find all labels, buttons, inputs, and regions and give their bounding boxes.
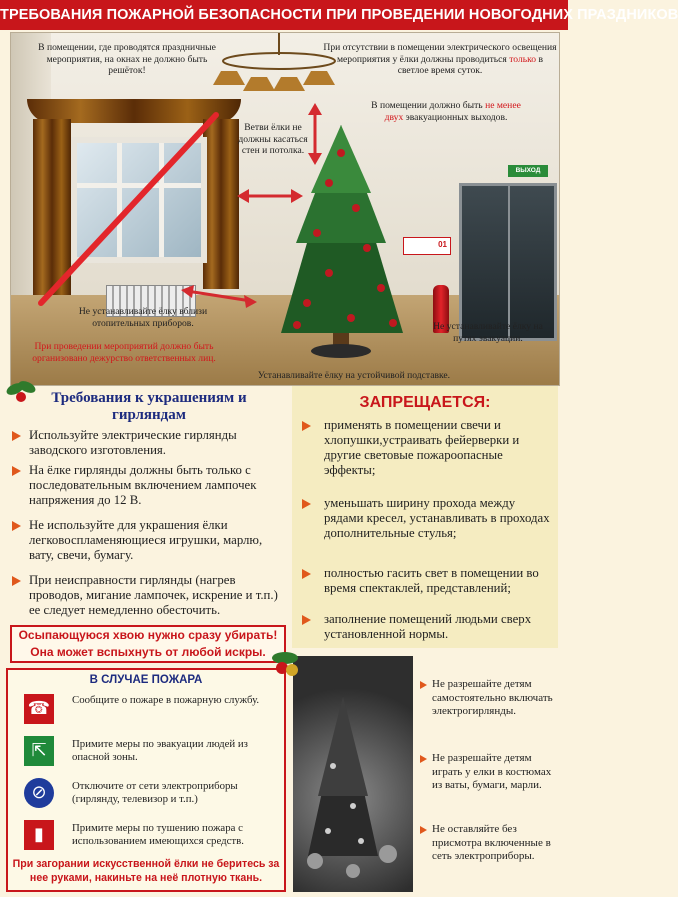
evacuation-exit-icon: ⇱ bbox=[24, 736, 54, 766]
decor-item: Используйте электрические гирлянды заводского изготовления. bbox=[12, 428, 287, 458]
note-stand: Устанавливайте ёлку на устойчивой подставке. bbox=[257, 370, 451, 381]
pine-needles-warning: Осыпающуюся хвою нужно сразу убирать! Она может вспыхнуть от любой искры. bbox=[10, 625, 286, 663]
poster-title: ТРЕБОВАНИЯ ПОЖАРНОЙ БЕЗОПАСНОСТИ ПРИ ПРОВЕДЕНИИ НОВОГОДНИХ ПРАЗДНИКОВ bbox=[0, 0, 568, 30]
fire-step: Примите меры по эвакуации людей из опасной зоны. bbox=[72, 738, 248, 763]
unplug-icon: ⊘ bbox=[24, 778, 54, 808]
children-item: Не разрешайте детям самостоятельно включать электрогирлянды. bbox=[420, 678, 562, 719]
fire-step: Примите меры по тушению пожара с использованием имеющихся средств. bbox=[72, 822, 244, 847]
forbidden-item: заполнение помещений людьми сверх установленной нормы. bbox=[302, 612, 552, 642]
fire-step: Сообщите о пожаре в пожарную службу. bbox=[72, 694, 260, 706]
fire-number-plate: 01 bbox=[403, 237, 451, 255]
children-item: Не оставляйте без присмотра включенные в сеть электроприборы. bbox=[420, 823, 562, 864]
note-evacuation-paths: Не устанавливайте ёлку на путях эвакуации. bbox=[433, 321, 543, 344]
note-branches: Ветви ёлки не должны касаться стен и потолка. bbox=[238, 122, 308, 156]
phone-icon: ☎ bbox=[24, 694, 54, 724]
children-party-photo bbox=[293, 656, 413, 892]
forbidden-item: применять в помещении свечи и хлопушки,устраивать фейерверки и другие световые пожароопасные эффекты; bbox=[302, 418, 552, 478]
children-item: Не разрешайте детям играть у елки в костюмах из ваты, бумаги, марли. bbox=[420, 752, 562, 793]
forbidden-item: полностью гасить свет в помещении во время спектаклей, представлений; bbox=[302, 566, 552, 596]
fire-title: В СЛУЧАЕ ПОЖАРА bbox=[89, 674, 203, 686]
exit-sign: ВЫХОД bbox=[508, 165, 548, 177]
forbidden-item: уменьшать ширину прохода между рядами кресел, устанавливать в проходах дополнительные стулья; bbox=[302, 496, 552, 541]
forbidden-panel bbox=[292, 386, 558, 648]
exit-door bbox=[459, 183, 557, 341]
note-daylight: При отсутствии в помещении электрического освещения мероприятия у ёлки должны проводиться только в светлое время суток. bbox=[323, 42, 557, 76]
decor-title: Требования к украшениям и гирляндам bbox=[51, 390, 247, 423]
room-illustration bbox=[10, 32, 560, 386]
christmas-tree-photo-icon bbox=[293, 656, 413, 892]
fire-extinguisher-icon: ▮ bbox=[24, 820, 54, 850]
fire-instructions bbox=[6, 668, 286, 892]
christmas-bauble-icon bbox=[270, 650, 304, 680]
artificial-tree-fire-note: При загорании искусственной ёлки не беритесь за нее руками, накиньте на неё плотную ткань. bbox=[12, 858, 280, 884]
note-duty: При проведении мероприятий должно быть организовано дежурство ответственных лиц. bbox=[32, 341, 216, 364]
note-two-exits: В помещении должно быть не менее двух эвакуационных выходов. bbox=[371, 100, 521, 123]
decor-item: Не используйте для украшения ёлки легковоспламеняющиеся игрушки, марлю, вату, свечи, бумагу. bbox=[12, 518, 287, 563]
fire-step: Отключите от сети электроприборы (гирлянду, телевизор и т.п.) bbox=[72, 780, 238, 805]
decor-item: При неисправности гирлянды (нагрев проводов, мигание лампочек, искрение и т.п.) ее следует немедленно обесточить. bbox=[12, 573, 287, 618]
note-heaters: Не устанавливайте ёлку вблизи отопительных приборов. bbox=[78, 306, 208, 329]
forbidden-title: ЗАПРЕЩАЕТСЯ: bbox=[359, 394, 491, 411]
note-no-window-bars: В помещении, где проводятся праздничные мероприятия, на окнах не должно быть решёток! bbox=[38, 42, 216, 76]
decor-item: На ёлке гирлянды должны быть только с последовательным включением лампочек напряжения до 12 В. bbox=[12, 463, 287, 508]
